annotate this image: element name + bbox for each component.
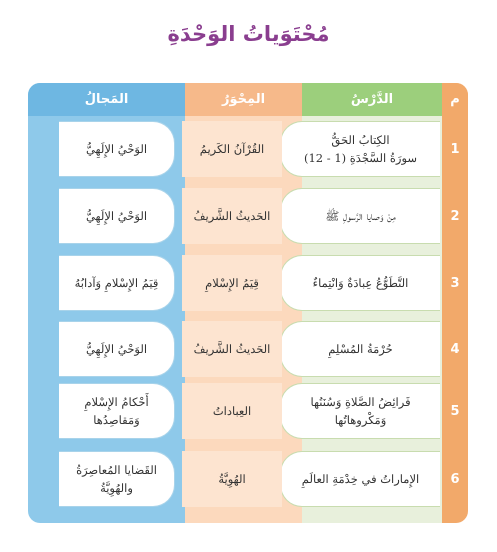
lesson-cell-text-line2: سورَةُ السَّجْدَةِ (1 - 12) [303,151,418,165]
field-cell-text-line2: والهُوِيَّةُ [100,481,133,495]
field-cell-text: أَحْكامُ الإِسْلامِ [84,394,149,409]
header-number: م [442,83,468,116]
axis-cell [182,121,282,177]
header-axis: المِحْوَرُ [185,83,302,116]
lesson-cell [280,255,440,311]
field-cell-text: القَضايا المُعاصِرَةُ [76,462,157,477]
lesson-cell [280,121,440,177]
lesson-cell-text: الإِماراتُ في خِدْمَةِ العالَمِ [301,471,420,486]
field-cell [59,383,175,439]
lesson-cell [280,188,440,244]
row-number: 2 [450,208,460,224]
lesson-cell-text-line2: وَمَكْروهاتُها [334,413,387,427]
row-number: 5 [450,403,460,419]
field-cell-text: الوَحْيُ الإِلَهِيُّ [85,208,148,223]
row-number: 1 [450,141,460,157]
axis-cell [182,321,282,377]
header-field: المَجالُ [28,83,185,116]
field-cell [59,255,175,311]
field-cell [59,121,175,177]
lesson-cell-text: الكِتابُ الحَقُّ [331,132,390,147]
lesson-cell-text: مِنْ وَصايا الرَّسولِ ﷺ [325,208,396,223]
axis-cell-text: الحَديثُ الشَّريفُ [193,341,271,356]
field-cell-text-line2: وَمَقاصِدُها [93,413,140,427]
field-cell-text: الوَحْيُ الإِلَهِيُّ [85,141,148,156]
page-title: مُحْتَوَياتُ الوَحْدَةِ [167,22,330,46]
header-lesson: الدَّرْسُ [302,83,442,116]
row-number: 6 [450,471,460,487]
axis-cell [182,451,282,507]
row-number: 3 [450,275,460,291]
field-cell [59,451,175,507]
lesson-cell [280,451,440,507]
field-cell [59,188,175,244]
field-cell-text: الوَحْيُ الإِلَهِيُّ [85,341,148,356]
axis-cell [182,383,282,439]
lesson-cell [280,383,440,439]
field-cell-text: قِيَمُ الإِسْلامِ وَآدابُهُ [74,275,159,290]
axis-cell-text: العِباداتُ [212,403,252,418]
lesson-cell-text: فَرائِضُ الصَّلاةِ وَسُنَنُها [310,394,411,409]
axis-cell [182,188,282,244]
axis-cell [182,255,282,311]
axis-cell-text: قِيَمُ الإِسْلامِ [205,275,259,290]
lesson-cell [280,321,440,377]
axis-cell-text: القُرْآنُ الكَريمُ [199,141,265,156]
field-cell [59,321,175,377]
lesson-cell-text: التَّطَوُّعُ عِبادَةٌ وَانْتِماءٌ [312,275,409,290]
row-number: 4 [450,341,460,357]
axis-cell-text: الحَديثُ الشَّريفُ [193,208,271,223]
lesson-cell-text: حُرْمَةُ المُسْلِمِ [328,341,393,356]
unit-contents-table [28,83,468,523]
axis-cell-text: الهُوِيَّةُ [218,471,246,486]
